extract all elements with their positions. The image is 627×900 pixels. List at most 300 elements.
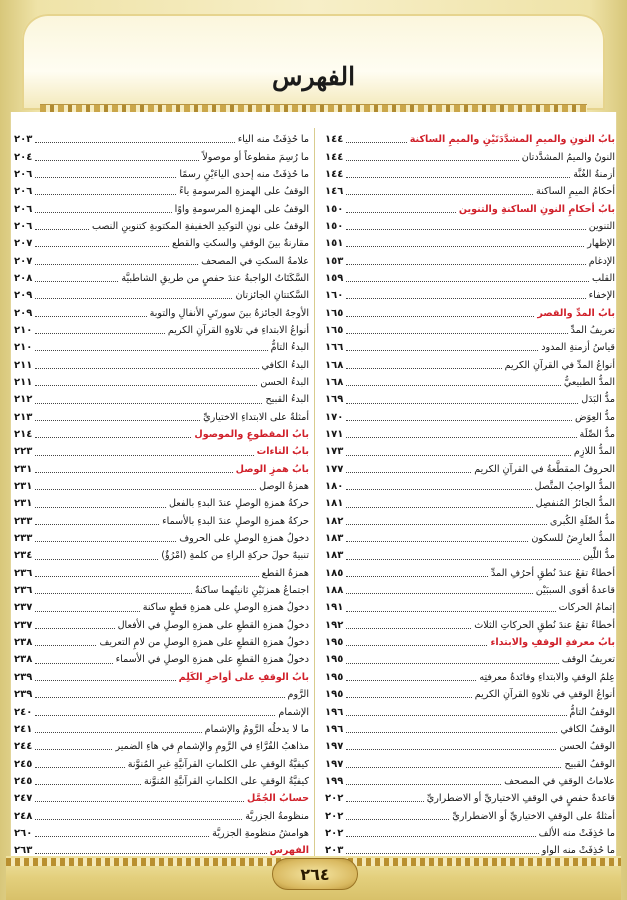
toc-entry-page: ٢٣١ xyxy=(14,498,33,510)
toc-entry-title: قاعدةُ أقوى السببَيْن xyxy=(535,585,615,597)
toc-entry xyxy=(14,565,309,582)
toc-entry-title: الحروفُ المقطَّعةُ في القرآنِ الكريم xyxy=(474,463,615,475)
toc-entry xyxy=(14,651,309,668)
toc-entry xyxy=(325,686,615,703)
toc-entry-page: ١٩٥ xyxy=(325,654,344,666)
dot-leader xyxy=(346,454,571,456)
toc-entry-title: أنواعُ الابتداءِ في تلاوةِ القرآنِ الكريم xyxy=(167,324,309,336)
toc-entry-page: ١٩٧ xyxy=(325,758,344,770)
toc-entry xyxy=(325,356,615,373)
dot-leader xyxy=(35,610,139,612)
toc-entry-title: دخولُ همزةِ الوصلِ على همزةِ قطعٍ ساكنة xyxy=(142,602,309,614)
dot-leader xyxy=(346,748,556,750)
toc-entry xyxy=(325,461,615,478)
toc-entry-title: المدُّ الجائزُ المُنفصِل xyxy=(535,498,615,510)
toc-entry xyxy=(14,339,309,356)
toc-entry-page: ٢٢٣ xyxy=(14,446,33,458)
toc-entry-page: ١٨٣ xyxy=(325,550,344,562)
toc-entry-page: ٢٦٣ xyxy=(14,845,33,857)
toc-entry xyxy=(325,148,615,165)
dot-leader xyxy=(346,662,558,664)
dot-leader xyxy=(35,193,176,195)
toc-entry-title: حركةُ همزةِ الوصلِ عندَ البدءِ بالفعل xyxy=(168,498,309,510)
toc-entry-title: مقارنةٌ بينَ الوقفِ والسكتِ والقطع xyxy=(171,238,309,250)
toc-entry-page: ٢٠٣ xyxy=(325,845,344,857)
toc-entry-page: ١٦٦ xyxy=(325,342,344,354)
toc-entry-page: ١٥١ xyxy=(325,238,344,250)
toc-entry-title: ما لا يدخلُه الرَّومُ والإشمام xyxy=(204,723,309,735)
toc-entry-title: حسابُ الجُمَّل xyxy=(246,793,309,805)
toc-entry xyxy=(14,755,309,772)
toc-entry-page: ١٧٠ xyxy=(325,411,344,423)
toc-entry-title: دخولُ همزةِ القطعِ على همزةِ الوصلِ في الأسماء xyxy=(115,654,309,666)
toc-entry-page: ٢١٠ xyxy=(14,324,33,336)
dot-leader xyxy=(35,297,232,299)
toc-entry-title: ما رُسِمَ مقطوعاً أو موصولاً xyxy=(202,151,309,163)
dot-leader xyxy=(346,280,589,282)
toc-entry-page: ٢٠٨ xyxy=(14,272,33,284)
toc-entry-title: السَّكتتانِ الجائزتان xyxy=(235,290,309,302)
toc-entry-title: مدُّ الصِّلَةِ الكُبرى xyxy=(549,515,615,527)
toc-entry-page: ١٧٣ xyxy=(325,446,344,458)
toc-entry xyxy=(14,547,309,564)
toc-entry-page: ١٨٣ xyxy=(325,533,344,545)
toc-entry xyxy=(325,131,615,148)
toc-entry xyxy=(325,582,615,599)
dot-leader xyxy=(35,731,201,733)
toc-entry xyxy=(325,634,615,651)
toc-entry-title: أخطاءٌ تقعُ عندَ نُطقِ أحرُفِ المدِّ xyxy=(491,567,615,579)
toc-entry-title: ما حُذِفَتْ منه الواو xyxy=(541,845,615,857)
toc-entry-page: ٢٠٣ xyxy=(14,134,33,146)
dot-leader xyxy=(35,211,171,213)
toc-entry-title: الوقفُ القبيح xyxy=(564,758,615,770)
toc-entry xyxy=(325,825,615,842)
toc-entry-page: ٢١١ xyxy=(14,359,33,371)
toc-entry xyxy=(325,218,615,235)
toc-entry xyxy=(325,200,615,217)
dot-leader xyxy=(346,263,585,265)
toc-entry-page: ٢٠٦ xyxy=(14,220,33,232)
toc-entry xyxy=(325,773,615,790)
toc-entry xyxy=(325,166,615,183)
toc-entry-page: ٢٠٩ xyxy=(14,290,33,302)
dot-leader xyxy=(35,454,253,456)
dot-leader xyxy=(346,731,557,733)
toc-entry xyxy=(325,599,615,616)
toc-entry-page: ١٤٤ xyxy=(325,151,344,163)
toc-entry-page: ٢٠٦ xyxy=(14,168,33,180)
toc-entry-title: الإدغام xyxy=(588,255,615,267)
dot-leader xyxy=(346,575,488,577)
dot-leader xyxy=(35,679,175,681)
toc-entry xyxy=(325,443,615,460)
dot-leader xyxy=(35,471,232,473)
toc-entry-page: ٢٣٨ xyxy=(14,654,33,666)
toc-entry-page: ٢١٠ xyxy=(14,342,33,354)
toc-entry xyxy=(14,634,309,651)
dot-leader xyxy=(35,783,141,785)
toc-entry-title: بابُ المدِّ والقصر xyxy=(537,307,615,319)
dot-leader xyxy=(346,367,501,369)
toc-entry-page: ١٩١ xyxy=(325,602,344,614)
toc-entry xyxy=(14,825,309,842)
dot-leader xyxy=(35,141,234,143)
toc-entry-page: ٢٠٦ xyxy=(14,186,33,198)
toc-entry-page: ٢٤٥ xyxy=(14,758,33,770)
toc-entry-title: الوقفُ التامُّ xyxy=(569,706,615,718)
toc-entry xyxy=(325,547,615,564)
toc-entry-title: تعريفُ المدِّ xyxy=(570,324,615,336)
toc-entry xyxy=(325,252,615,269)
toc-entry xyxy=(14,703,309,720)
dot-leader xyxy=(35,714,275,716)
dot-leader xyxy=(346,141,406,143)
toc-entry xyxy=(325,322,615,339)
toc-entry-page: ١٦٨ xyxy=(325,376,344,388)
toc-entry xyxy=(14,495,309,512)
dot-leader xyxy=(35,228,89,230)
toc-entry-page: ٢٠٢ xyxy=(325,793,344,805)
toc-entry xyxy=(14,374,309,391)
dot-leader xyxy=(35,696,284,698)
toc-entry-page: ٢٣٩ xyxy=(14,689,33,701)
toc-entry-page: ٢٠٦ xyxy=(14,203,33,215)
dot-leader xyxy=(346,592,532,594)
toc-entry-page: ٢٠٢ xyxy=(325,827,344,839)
toc-entry-page: ٢٣٨ xyxy=(14,637,33,649)
dot-leader xyxy=(346,332,567,334)
toc-entry-page: ٢٣١ xyxy=(14,481,33,493)
dot-leader xyxy=(346,644,487,646)
toc-entry xyxy=(325,755,615,772)
toc-entry-title: القلب xyxy=(591,272,615,284)
toc-entry xyxy=(325,807,615,824)
toc-entry-title: تنبيهٌ حولَ حركةِ الراءِ من كلمةِ (امْرُؤٌ) xyxy=(161,550,309,562)
toc-entry xyxy=(325,304,615,321)
toc-entry-title: دخولُ همزةِ الوصلِ على الحروف xyxy=(179,533,309,545)
dot-leader xyxy=(35,592,192,594)
toc-entry xyxy=(325,669,615,686)
toc-entry-page: ٢٣٦ xyxy=(14,567,33,579)
toc-entry xyxy=(14,599,309,616)
column-divider xyxy=(314,128,315,858)
dot-leader xyxy=(35,852,266,854)
toc-entry xyxy=(325,565,615,582)
toc-entry xyxy=(14,721,309,738)
toc-entry-page: ٢١٤ xyxy=(14,429,33,441)
toc-entry xyxy=(325,721,615,738)
dot-leader xyxy=(35,315,146,317)
toc-entry xyxy=(14,686,309,703)
page-title: الفهرس xyxy=(271,62,356,91)
toc-entry-page: ١٩٧ xyxy=(325,741,344,753)
dot-leader xyxy=(35,627,114,629)
dot-leader xyxy=(346,228,585,230)
dot-leader xyxy=(346,176,570,178)
toc-entry-page: ١٦٥ xyxy=(325,307,344,319)
toc-entry xyxy=(14,166,309,183)
toc-entry xyxy=(14,790,309,807)
toc-entry xyxy=(14,426,309,443)
toc-entry xyxy=(14,391,309,408)
dot-leader xyxy=(35,835,209,837)
toc-entry-page: ١٦٩ xyxy=(325,394,344,406)
toc-entry-title: مدُّ اللِّين xyxy=(582,550,615,562)
toc-entry xyxy=(14,738,309,755)
toc-entry-title: أحكامُ الميمِ الساكنة xyxy=(536,186,615,198)
dot-leader xyxy=(35,419,200,421)
toc-entry-page: ٢٠٧ xyxy=(14,255,33,267)
dot-leader xyxy=(35,332,165,334)
toc-entry-page: ٢٤٨ xyxy=(14,810,33,822)
toc-entry xyxy=(14,617,309,634)
toc-entry-page: ١٥٠ xyxy=(325,203,344,215)
toc-entry xyxy=(325,426,615,443)
toc-entry xyxy=(325,183,615,200)
dot-leader xyxy=(346,627,471,629)
toc-entry-title: بابُ التاءات xyxy=(256,446,309,458)
toc-entry-page: ٢٣٣ xyxy=(14,515,33,527)
dot-leader xyxy=(346,818,449,820)
toc-entry-page: ٢٠٤ xyxy=(14,151,33,163)
toc-entry-title: منظومةُ الجزريَّة xyxy=(245,810,309,822)
toc-entry-page: ١٩٢ xyxy=(325,619,344,631)
toc-right-column xyxy=(325,131,615,859)
toc-entry xyxy=(14,131,309,148)
toc-entry-title: أمثلةٌ على الوقفِ الاختياريِّ أو الاضطراريِّ xyxy=(452,810,615,822)
toc-entry xyxy=(14,513,309,530)
dot-leader xyxy=(346,159,518,161)
dot-leader xyxy=(346,800,423,802)
toc-entry-page: ١٥٠ xyxy=(325,220,344,232)
toc-entry-page: ٢٤١ xyxy=(14,723,33,735)
toc-entry xyxy=(325,651,615,668)
toc-entry-title: بابُ معرفةِ الوقفِ والابتداء xyxy=(490,637,615,649)
dot-leader xyxy=(35,748,112,750)
toc-entry-page: ٢٠٩ xyxy=(14,307,33,319)
dot-leader xyxy=(35,436,191,438)
dot-leader xyxy=(346,315,534,317)
toc-entry-title: أخطاءٌ تقعُ عندَ نُطقِ الحركاتِ الثلاث xyxy=(474,619,615,631)
toc-entry-title: إتمامُ الحركات xyxy=(558,602,615,614)
toc-entry-title: علاماتُ الوقفِ في المصحف xyxy=(504,775,615,787)
dot-leader xyxy=(35,506,166,508)
toc-entry-title: الرَّوم xyxy=(287,689,309,701)
toc-entry xyxy=(14,235,309,252)
dot-leader xyxy=(35,159,199,161)
toc-entry xyxy=(14,218,309,235)
toc-entry-page: ٢٤٧ xyxy=(14,793,33,805)
toc-entry-title: همزةُ الوصل xyxy=(259,481,309,493)
toc-entry-title: البدءُ الكافي xyxy=(261,359,309,371)
toc-entry-page: ٢٣٧ xyxy=(14,619,33,631)
dot-leader xyxy=(35,349,267,351)
toc-entry-title: ما حُذِفَتْ منه إحدى الياءَيْنِ رسمًا xyxy=(179,168,309,180)
toc-entry-page: ٢٣١ xyxy=(14,463,33,475)
toc-entry-title: اجتماعُ همزتَيْنِ ثانيتُهما ساكنةٌ xyxy=(194,585,309,597)
toc-entry-page: ١٨٠ xyxy=(325,481,344,493)
toc-entry-page: ١٦٥ xyxy=(325,324,344,336)
toc-entry-page: ١٩٦ xyxy=(325,723,344,735)
dot-leader xyxy=(35,540,176,542)
toc-entry xyxy=(14,530,309,547)
toc-entry-title: أزمنةُ الغُنَّة xyxy=(573,168,615,180)
toc-entry xyxy=(325,617,615,634)
dot-leader xyxy=(35,523,159,525)
toc-entry-page: ١٩٥ xyxy=(325,671,344,683)
dot-leader xyxy=(35,402,262,404)
toc-entry xyxy=(14,356,309,373)
toc-entry xyxy=(14,322,309,339)
toc-entry-page: ٢٤٤ xyxy=(14,741,33,753)
toc-entry xyxy=(14,409,309,426)
toc-entry-page: ٢٦٠ xyxy=(14,827,33,839)
toc-entry-title: عِلمُ الوقفِ والابتداءِ وفائدةُ معرفتِه xyxy=(479,671,615,683)
dot-leader xyxy=(35,488,256,490)
toc-entry-title: البدءُ القبيح xyxy=(265,394,309,406)
dot-leader xyxy=(346,245,584,247)
dot-leader xyxy=(346,471,471,473)
toc-entry-title: تعريفُ الوقف xyxy=(561,654,615,666)
toc-entry xyxy=(14,478,309,495)
toc-entry-title: بابُ النونِ والميمِ المشدَّدَتَيْنِ والميمِ الساكنة xyxy=(409,134,615,146)
toc-entry-page: ١٥٣ xyxy=(325,255,344,267)
toc-entry xyxy=(325,738,615,755)
toc-entry xyxy=(325,287,615,304)
toc-entry-page: ٢٣٩ xyxy=(14,671,33,683)
toc-entry-title: الأوجهُ الجائزةُ بينَ سورتَيِ الأنفالِ والتوبة xyxy=(149,307,309,319)
toc-entry-title: بابُ الوقفِ على أواخرِ الكَلِم xyxy=(178,671,309,683)
dot-leader xyxy=(35,384,257,386)
toc-entry-title: مدُّ الصِّلَة xyxy=(579,429,615,441)
toc-entry-page: ٢٣٧ xyxy=(14,602,33,614)
dot-leader xyxy=(346,558,580,560)
toc-entry-page: ١٩٦ xyxy=(325,706,344,718)
toc-entry-title: بابُ همزِ الوصل xyxy=(235,463,309,475)
toc-entry-page: ٢٤٠ xyxy=(14,706,33,718)
toc-entry-title: المدُّ الواجبُ المتَّصل xyxy=(534,481,615,493)
toc-entry-page: ١٩٥ xyxy=(325,637,344,649)
toc-entry xyxy=(14,443,309,460)
toc-entry-page: ٢١٢ xyxy=(14,394,33,406)
toc-entry xyxy=(14,461,309,478)
toc-entry-title: مدُّ العِوَض xyxy=(575,411,615,423)
toc-entry-title: الإظهار xyxy=(587,238,615,250)
dot-leader xyxy=(346,835,535,837)
toc-entry-page: ٢٣٣ xyxy=(14,533,33,545)
toc-entry-title: ما حُذِفَتْ منه الألف xyxy=(538,827,615,839)
toc-entry xyxy=(325,478,615,495)
dot-leader xyxy=(346,402,578,404)
dot-leader xyxy=(346,297,585,299)
dot-leader xyxy=(346,783,501,785)
toc-entry-title: حركةُ همزةِ الوصلِ عندَ البدءِ بالأسماء xyxy=(162,515,309,527)
toc-entry-title: الوقفُ على نونِ التوكيدِ الخفيفةِ المكتوبةِ كتنوينِ النصب xyxy=(91,220,309,232)
dot-leader xyxy=(346,419,572,421)
toc-entry-title: مذاهبُ القُرَّاءِ في الرَّومِ والإشمامِ في هاءِ الضمير xyxy=(115,741,309,753)
dot-leader xyxy=(346,540,528,542)
toc-entry-title: المدُّ العارِضُ للسكون xyxy=(531,533,615,545)
toc-entry-page: ١٩٥ xyxy=(325,689,344,701)
toc-entry xyxy=(325,530,615,547)
toc-entry-title: مدُّ البَدَل xyxy=(581,394,615,406)
toc-entry-title: الوقفُ على الهمزةِ المرسومةِ واوًا xyxy=(174,203,309,215)
toc-entry-title: قياسُ أزمنةِ المدود xyxy=(541,342,615,354)
toc-entry-title: النونُ والميمُ المشدَّدتان xyxy=(521,151,615,163)
toc-entry-page: ١٦٨ xyxy=(325,359,344,371)
toc-entry-title: كيفيَّةُ الوقفِ على الكلماتِ القرآنيَّةِ المُنوَّنة xyxy=(143,775,309,787)
toc-entry-title: المدُّ اللازِم xyxy=(573,446,615,458)
toc-entry xyxy=(14,200,309,217)
dot-leader xyxy=(346,852,538,854)
toc-entry-title: الفهرس xyxy=(269,845,309,857)
toc-entry-title: علامةُ السكتِ في المصحف xyxy=(201,255,309,267)
toc-entry-page: ١٧٧ xyxy=(325,463,344,475)
toc-entry xyxy=(325,703,615,720)
toc-entry-title: أنواعُ الوقفِ في تلاوةِ القرآنِ الكريم xyxy=(474,689,615,701)
toc-entry-title: المدُّ الطبيعيُّ xyxy=(563,376,615,388)
dot-leader xyxy=(346,193,533,195)
toc-entry-page: ٢١٣ xyxy=(14,411,33,423)
dot-leader xyxy=(35,367,258,369)
toc-entry xyxy=(14,287,309,304)
toc-entry-page: ١٧١ xyxy=(325,429,344,441)
toc-entry-title: هوامشُ منظومةِ الجزريَّة xyxy=(212,827,309,839)
toc-entry-page: ١٤٦ xyxy=(325,186,344,198)
dot-leader xyxy=(346,766,561,768)
dot-leader xyxy=(35,245,169,247)
toc-entry xyxy=(14,304,309,321)
dot-leader xyxy=(35,280,118,282)
toc-entry-title: أمثلةٌ على الابتداءِ الاختياريِّ xyxy=(203,411,309,423)
toc-entry-page: ٢٠٧ xyxy=(14,238,33,250)
toc-entry xyxy=(14,773,309,790)
dot-leader xyxy=(346,506,532,508)
page-number-badge: ٢٦٤ xyxy=(272,858,358,890)
toc-entry-title: قاعدةٌ حفصٍ في الوقفِ الاختياريِّ أو الاضطراريِّ xyxy=(426,793,615,805)
dot-leader xyxy=(35,766,124,768)
toc-entry xyxy=(325,409,615,426)
toc-entry-page: ٢٣٦ xyxy=(14,585,33,597)
toc-entry xyxy=(14,252,309,269)
toc-entry-title: الوقفُ الكافي xyxy=(560,723,615,735)
toc-entry-page: ١٩٩ xyxy=(325,775,344,787)
dot-leader xyxy=(35,575,258,577)
toc-entry-title: البدءُ الحسن xyxy=(260,376,309,388)
toc-entry xyxy=(14,183,309,200)
toc-entry-title: همزةُ القطع xyxy=(261,567,309,579)
dot-leader xyxy=(346,523,547,525)
toc-entry-title: التنوين xyxy=(588,220,615,232)
dot-leader xyxy=(35,818,242,820)
toc-entry-title: الوقفُ على الهمزةِ المرسومةِ ياءً xyxy=(179,186,309,198)
toc-entry-page: ١٤٤ xyxy=(325,134,344,146)
dot-leader xyxy=(35,800,244,802)
toc-entry xyxy=(325,374,615,391)
toc-entry xyxy=(325,339,615,356)
toc-entry-page: ٢٤٥ xyxy=(14,775,33,787)
toc-entry-title: بابُ المقطوعِ والموصول xyxy=(194,429,309,441)
dot-leader xyxy=(35,176,176,178)
toc-entry xyxy=(14,270,309,287)
toc-entry-title: البدءُ التامُّ xyxy=(270,342,309,354)
toc-entry xyxy=(14,669,309,686)
toc-entry-title: دخولُ همزةِ القطعِ على همزةِ الوصلِ في الأفعال xyxy=(117,619,309,631)
dot-leader xyxy=(35,662,112,664)
dot-leader xyxy=(346,211,456,213)
dot-leader xyxy=(346,696,471,698)
